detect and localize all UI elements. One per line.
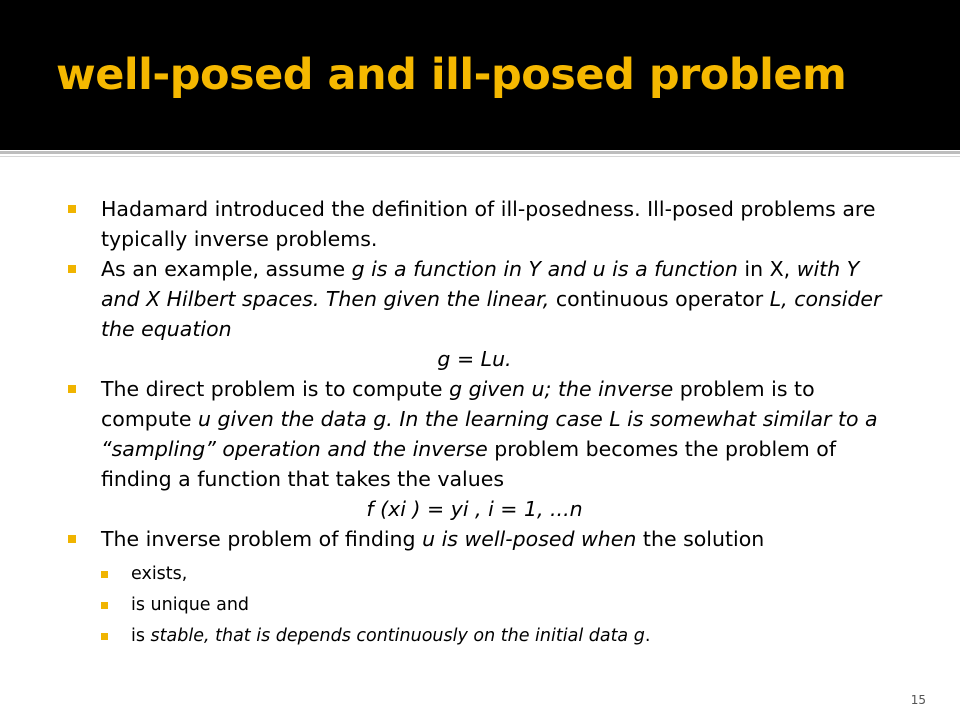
sub-bullet-text: is unique and: [131, 595, 250, 615]
bullet-item: [68, 194, 888, 254]
sub-bullet-text: .: [644, 626, 651, 646]
bullet-item: [68, 374, 888, 524]
bullet-text-italic: u is well-posed when: [422, 527, 637, 551]
sub-bullet-list: [68, 559, 888, 652]
bullet-text: the solution: [636, 527, 765, 551]
bullet-text-italic: g is a function in Y and u is a function: [351, 257, 738, 281]
sub-bullet-item: [101, 621, 888, 652]
sub-bullet-item: [101, 590, 888, 621]
page-number: 15: [910, 693, 926, 707]
bullet-text-italic: with Y and X Hilbert spaces. Then given the linear,: [101, 257, 860, 311]
sub-bullet-item: [101, 559, 888, 590]
bullet-text: As an example, assume: [101, 257, 352, 281]
bullet-text: continuous operator: [549, 287, 770, 311]
title-divider: [0, 151, 960, 154]
equation: g = Lu.: [437, 347, 512, 371]
bullet-text: The inverse problem of finding: [101, 527, 423, 551]
sub-bullet-text-italic: stable, that is depends continuously on the initial data g: [150, 626, 645, 646]
slide-title: well-posed and ill-posed problem: [56, 50, 847, 100]
bullet-text: in X,: [737, 257, 797, 281]
title-divider-thin: [0, 156, 960, 157]
sub-bullet-text: is: [131, 626, 151, 646]
bullet-text: The direct problem is to compute: [101, 377, 450, 401]
bullet-text-italic: g given u; the inverse: [449, 377, 674, 401]
title-bar: [0, 0, 960, 150]
bullet-text: problem is to compute: [101, 377, 815, 431]
bullet-text: Hadamard introduced the definition of ill-posedness. Ill-posed problems are typically inverse problems.: [101, 197, 876, 251]
bullet-text-italic: u given the data g. In the learning case L is somewhat similar to a “sampling” operation and the inverse: [101, 407, 878, 461]
bullet-item: [68, 524, 888, 554]
slide-body: [68, 194, 888, 652]
equation: f (xi ) = yi , i = 1, ...n: [366, 497, 583, 521]
bullet-item: [68, 254, 888, 374]
sub-bullet-text: exists,: [131, 564, 188, 584]
bullet-text-italic: L, consider the equation: [101, 287, 882, 341]
bullet-text: problem becomes the problem of finding a function that takes the values: [101, 437, 837, 491]
